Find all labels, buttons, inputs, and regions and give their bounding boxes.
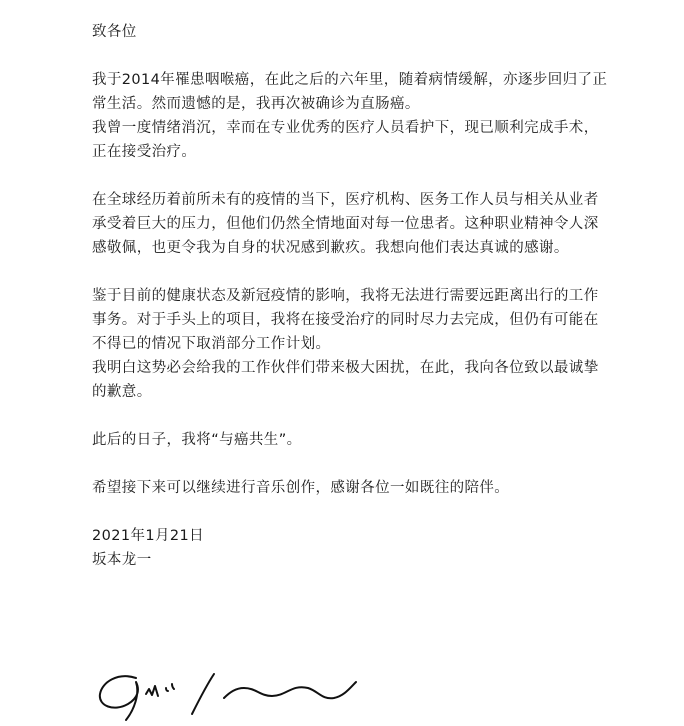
paragraph-3 (92, 284, 612, 404)
paragraph-line: 在全球经历着前所未有的疫情的当下，医疗机构、医务工作人员与相关从业者承受着巨大的压力，但他们仍然全情地面对每一位患者。这种职业精神令人深感敬佩，也更令我为自身的状况感到歉疚。我想向他们表达真诚的感谢。 (92, 192, 599, 256)
paragraph-line: 鉴于目前的健康状态及新冠疫情的影响，我将无法进行需要远距离出行的工作事务。对于手头上的项目，我将在接受治疗的同时尽力去完成，但仍有可能在不得已的情况下取消部分工作计划。 (92, 288, 599, 352)
paragraph-line: 我明白这势必会给我的工作伙伴们带来极大困扰，在此，我向各位致以最诚挚的歉意。 (92, 360, 599, 400)
letter-body (92, 20, 612, 572)
letter-closing (92, 524, 612, 572)
paragraph-line: 希望接下来可以继续进行音乐创作，感谢各位一如既往的陪伴。 (92, 480, 510, 496)
author-name: 坂本龙一 (92, 552, 152, 568)
paragraph-line: 我于2014年罹患咽喉癌，在此之后的六年里，随着病情缓解，亦逐步回归了正常生活。然而遗憾的是，我再次被确诊为直肠癌。 (92, 72, 608, 112)
paragraph-4 (92, 428, 612, 452)
handwritten-signature (96, 664, 366, 722)
paragraph-1 (92, 68, 612, 164)
paragraph-2 (92, 188, 612, 260)
paragraph-line: 我曾一度情绪消沉，幸而在专业优秀的医疗人员看护下，现已顺利完成手术，正在接受治疗。 (92, 120, 599, 160)
letter-date: 2021年1月21日 (92, 528, 205, 544)
paragraph-5 (92, 476, 612, 500)
salutation: 致各位 (92, 24, 137, 40)
paragraph-line: 此后的日子，我将“与癌共生”。 (92, 432, 302, 448)
